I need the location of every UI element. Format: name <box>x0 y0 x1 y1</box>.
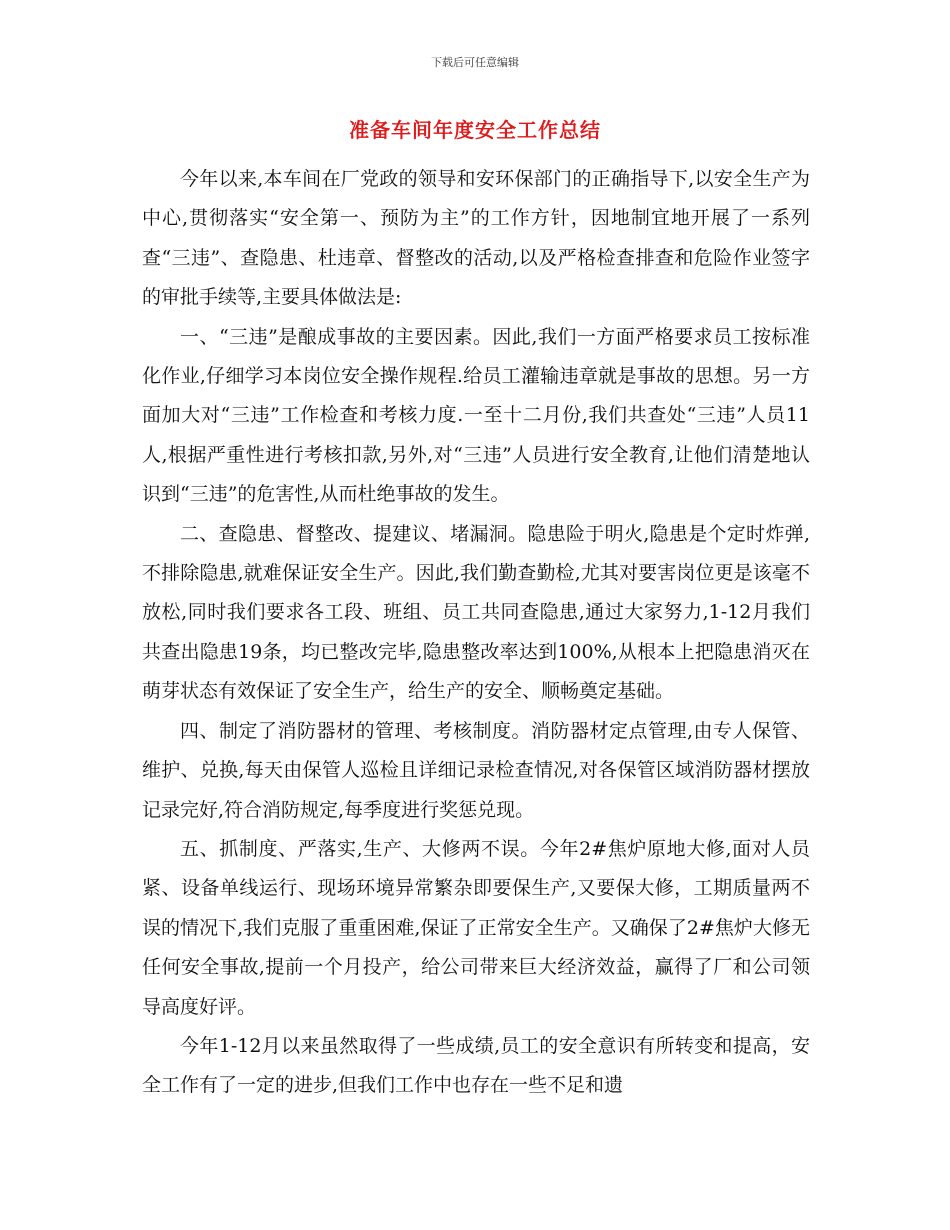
document-body <box>142 160 810 1106</box>
header-note: 下载后可任意编辑 <box>431 56 519 69</box>
paragraph-intro: 今年以来,本车间在厂党政的领导和安环保部门的正确指导下,以安全生产为中心,贯彻落实“安全第一、预防为主”的工作方针，因地制宜地开展了一系列查“三违”、查隐患、杜违章、督整改的活动,以及严格检查排查和危险作业签字的审批手续等,主要具体做法是: <box>142 168 810 309</box>
document-title: 准备车间年度安全工作总结 <box>349 118 601 142</box>
paragraph-section-5: 五、抓制度、严落实,生产、大修两不误。今年2#焦炉原地大修,面对人员紧、设备单线运行、现场环境异常繁杂即要保生产,又要保大修，工期质量两不误的情况下,我们克服了重重困难,保证了正常安全生产。又确保了2#焦炉大修无任何安全事故,提前一个月投产，给公司带来巨大经济效益，赢得了厂和公司领导高度好评。 <box>142 837 810 1018</box>
paragraph-section-1: 一、“三违”是酿成事故的主要因素。因此,我们一方面严格要求员工按标准化作业,仔细学习本岗位安全操作规程.给员工灌输违章就是事故的思想。另一方面加大对“三违”工作检查和考核力度.一至十二月份,我们共查处“三违”人员11人,根据严重性进行考核扣款,另外,对“三违”人员进行安全教育,让他们清楚地认识到“三违”的危害性,从而杜绝事故的发生。 <box>142 325 810 506</box>
paragraph-section-4: 四、制定了消防器材的管理、考核制度。消防器材定点管理,由专人保管、维护、兑换,每天由保管人巡检且详细记录检查情况,对各保管区域消防器材摆放记录完好,符合消防规定,每季度进行奖惩兑现。 <box>142 719 810 821</box>
paragraph-summary: 今年1-12月以来虽然取得了一些成绩,员工的安全意识有所转变和提高，安全工作有了一定的进步,但我们工作中也存在一些不足和遗 <box>142 1034 810 1097</box>
paragraph-section-2: 二、查隐患、督整改、提建议、堵漏洞。隐患险于明火,隐患是个定时炸弹,不排除隐患,就难保证安全生产。因此,我们勤查勤检,尤其对要害岗位更是该毫不放松,同时我们要求各工段、班组、员工共同查隐患,通过大家努力,1-12月我们共查出隐患19条，均已整改完毕,隐患整改率达到100%,从根本上把隐患消灭在萌芽状态有效保证了安全生产，给生产的安全、顺畅奠定基础。 <box>142 522 810 703</box>
